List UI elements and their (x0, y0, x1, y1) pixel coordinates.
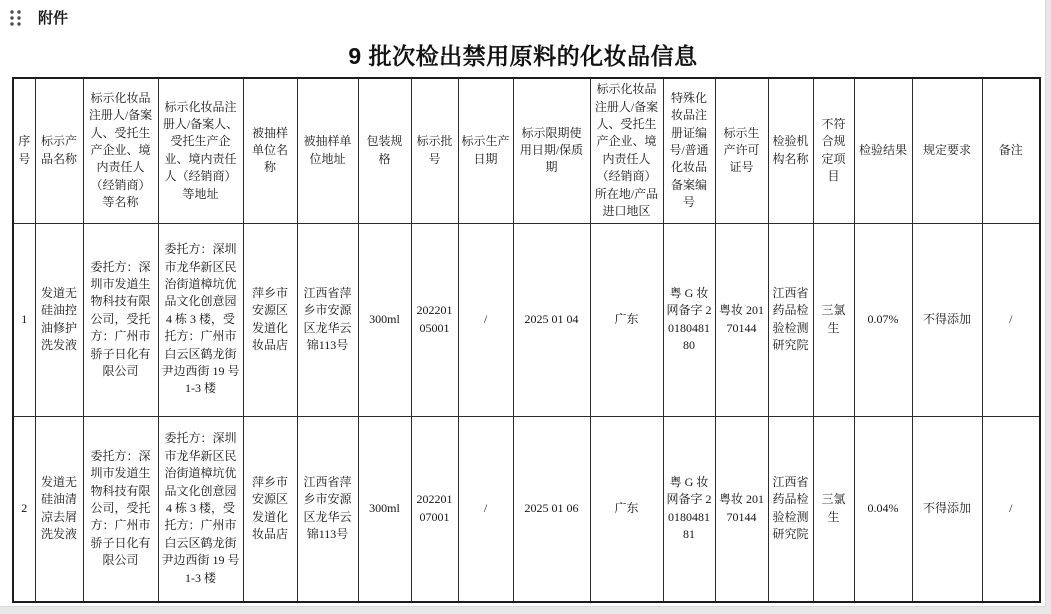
table-cell: 委托方：深圳市发道生物科技有限公司，受托方：广州市骄子日化有限公司 (83, 223, 158, 416)
table-cell: 300ml (358, 416, 411, 602)
column-header: 标示化妆品注册人/备案人、受托生产企业、境内责任人（经销商）所在地/产品进口地区 (590, 78, 663, 223)
table-cell: 委托方：深圳市龙华新区民治街道樟坑优品文化创意园 4 栋 3 楼，受托方：广州市白云区鹤龙街尹边西街 19 号 1-3 楼 (158, 416, 243, 602)
column-header: 标示生产日期 (458, 78, 513, 223)
table-cell: 2025 01 06 (513, 416, 590, 602)
column-header: 标示化妆品注册人/备案人、受托生产企业、境内责任人（经销商）等名称 (83, 78, 158, 223)
table-cell: 广东 (590, 223, 663, 416)
table-row (13, 416, 1040, 602)
column-header: 标示限期使用日期/保质期 (513, 78, 590, 223)
drag-handle-icon[interactable] (9, 9, 25, 29)
table-cell: 江西省萍乡市安源区龙华云锦113号 (297, 416, 358, 602)
column-header: 被抽样单位名称 (243, 78, 297, 223)
table-cell: 发道无硅油清凉去屑洗发液 (35, 416, 83, 602)
column-header: 标示化妆品注册人/备案人、受托生产企业、境内责任人（经销商）等地址 (158, 78, 243, 223)
table-cell: 广东 (590, 416, 663, 602)
column-header: 检验机构名称 (768, 78, 813, 223)
table-cell: 粤妆 20170144 (715, 416, 768, 602)
table-cell: 不得添加 (912, 223, 982, 416)
column-header: 标示批号 (411, 78, 458, 223)
column-header: 标示产品名称 (35, 78, 83, 223)
attachment-label: 附件 (38, 10, 69, 27)
table-row (13, 223, 1040, 416)
column-header: 检验结果 (854, 78, 912, 223)
column-header: 序号 (13, 78, 35, 223)
table-cell: 粤 G 妆网备字 2018048181 (663, 416, 715, 602)
table-cell: 委托方：深圳市龙华新区民治街道樟坑优品文化创意园 4 栋 3 楼，受托方：广州市白云区鹤龙街尹边西街 19 号 1-3 楼 (158, 223, 243, 416)
column-header: 不符合规定项目 (813, 78, 854, 223)
table-cell: 三氯生 (813, 223, 854, 416)
page-title: 9 批次检出禁用原料的化妆品信息 (348, 43, 698, 69)
table-cell: 不得添加 (912, 416, 982, 602)
table-cell: 0.04% (854, 416, 912, 602)
table-cell: 江西省萍乡市安源区龙华云锦113号 (297, 223, 358, 416)
table-cell: 1 (13, 223, 35, 416)
table-header-row (13, 78, 1040, 223)
column-header: 规定要求 (912, 78, 982, 223)
table-cell: 委托方：深圳市发道生物科技有限公司，受托方：广州市骄子日化有限公司 (83, 416, 158, 602)
table-cell: 20220107001 (411, 416, 458, 602)
table-cell: 300ml (358, 223, 411, 416)
table-cell: 江西省药品检验检测研究院 (768, 223, 813, 416)
table-cell: 20220105001 (411, 223, 458, 416)
table-cell: 2 (13, 416, 35, 602)
column-header: 包装规格 (358, 78, 411, 223)
table-cell: / (982, 223, 1040, 416)
table-cell: 发道无硅油控油修护洗发液 (35, 223, 83, 416)
table-cell: 江西省药品检验检测研究院 (768, 416, 813, 602)
table-cell: 粤妆 20170144 (715, 223, 768, 416)
column-header: 备注 (982, 78, 1040, 223)
table-cell: 0.07% (854, 223, 912, 416)
table-cell: 萍乡市安源区发道化妆品店 (243, 223, 297, 416)
column-header: 特殊化妆品注册证编号/普通化妆品备案编号 (663, 78, 715, 223)
cosmetics-violations-table (12, 77, 1041, 603)
table-cell: 粤 G 妆网备字 2018048180 (663, 223, 715, 416)
table-cell: 萍乡市安源区发道化妆品店 (243, 416, 297, 602)
table-cell: 2025 01 04 (513, 223, 590, 416)
table-cell: 三氯生 (813, 416, 854, 602)
table-cell: / (982, 416, 1040, 602)
column-header: 标示生产许可证号 (715, 78, 768, 223)
column-header: 被抽样单位地址 (297, 78, 358, 223)
table-cell: / (458, 223, 513, 416)
table-cell: / (458, 416, 513, 602)
